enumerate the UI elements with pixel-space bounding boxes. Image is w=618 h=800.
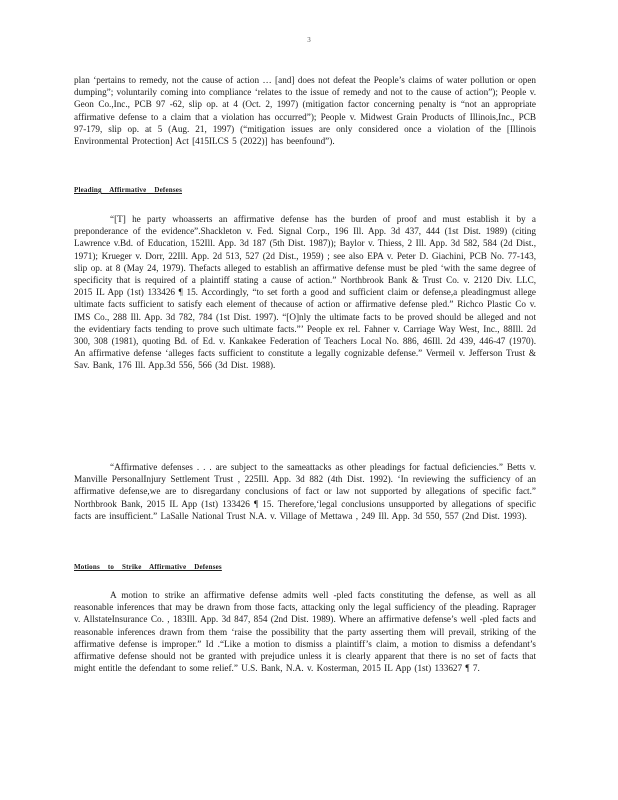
paragraph-motion-to-strike: A motion to strike an affirmative defense admits well -pled facts constituting the defense, as well as all reasonable inferences that may be drawn from those facts, attacking only the legal sufficiency of the pleading. Raprager v. AllstateInsurance Co. , 183Ill. App. 3d 847, 854 (2nd Dist. 1989). Where an affirmative defense’s well -pled facts and reasonable inferences drawn from them ‘raise the possibility that the party asserting them will prevail, striking of the affirmative defense is improper.” Id .“Like a motion to dismiss a plaintiff’s claim, a motion to dismiss a defendant’s affirmative defense should not be granted with prejudice unless it is clearly apparent that there is no set of facts that might entitle the defendant to some relief.” U.S. Bank, N.A. v. Kosterman, 2015 IL App (1st) 133627 ¶ 7.	[74, 590, 536, 674]
section-heading-pleading-affirmative-defenses: Pleading Affirmative Defenses	[74, 186, 183, 194]
page-number: 3	[307, 36, 311, 44]
section-heading-motions-to-strike: Motions to Strike Affirmative Defenses	[74, 563, 222, 571]
paragraph-penalty-mitigation: plan ‘pertains to remedy, not the cause of action … [and] does not defeat the People’s claims of water pollution or open dumping”; voluntarily coming into compliance ‘relates to the issue of remedy and not to the cause of action”); People v. Geon Co.,Inc., PCB 97 -62, slip op. at 4 (Oct. 2, 1997) (mitigation factor concerning penalty is “not an appropriate affirmative defense to a claim that a violation has occurred”); People v. Midwest Grain Products of Illinois,Inc., PCB 97-179, slip op. at 5 (Aug. 21, 1997) (“mitigation issues are only considered once a violation of the [Illinois Environmental Protection] Act [415ILCS 5 (2022)] has beenfound”).	[74, 75, 536, 147]
paragraph-factual-deficiencies: “Affirmative defenses . . . are subject to the sameattacks as other pleadings for factual deficiencies.” Betts v. Manville PersonalInjury Settlement Trust , 225Ill. App. 3d 882 (4th Dist. 1992). ‘In reviewing the sufficiency of an affirmative defense,we are to disregardany conclusions of fact or law not supported by allegations of specific fact.” Northbrook Bank, 2015 IL App (1st) 133426 ¶ 15. Therefore,‘legal conclusions unsupported by allegations of specific facts are insufficient.” LaSalle National Trust N.A. v. Village of Mettawa , 249 Ill. App. 3d 550, 557 (2nd Dist. 1993).	[74, 462, 536, 521]
paragraph-burden-of-proof: “[T] he party whoasserts an affirmative defense has the burden of proof and must establish it by a preponderance of the evidence”.Shackleton v. Fed. Signal Corp., 196 Ill. App. 3d 437, 444 (1st Dist. 1989) (citing Lawrence v.Bd. of Education, 152Ill. App. 3d 187 (5th Dist. 1987)); Baylor v. Thiess, 2 Ill. App. 3d 582, 584 (2d Dist., 1971); Krueger v. Dorr, 22Ill. App. 2d 513, 527 (2d Dist., 1959) ; see also EPA v. Peter D. Giachini, PCB No. 77-143, slip op. at 8 (May 24, 1979). Thefacts alleged to establish an affirmative defense must be pled ‘with the same degree of specificity that is required of a plaintiff stating a cause of action.” Northbrook Bank & Trust Co. v. 2120 Div. LLC, 2015 IL App (1st) 133426 ¶ 15. Accordingly, “to set forth a good and sufficient claim or defense,a pleadingmust allege ultimate facts sufficient to satisfy each element of thecause of action or affirmative defense pled.” Richco Plastic Co v. IMS Co., 288 Ill. App. 3d 782, 784 (1st Dist. 1997). “[O]nly the ultimate facts to be proved should be alleged and not the evidentiary facts tending to prove such ultimate facts.”’ People ex rel. Fahner v. Carriage Way West, Inc., 88Ill. 2d 300, 308 (1981), quoting Bd. of Ed. v. Kankakee Federation of Teachers Local No. 886, 46Ill. 2d 439, 446-47 (1970). An affirmative defense ‘alleges facts sufficient to constitute a legally cognizable defense.” Vermeil v. Jefferson Trust & Sav. Bank, 176 Ill. App.3d 556, 566 (3d Dist. 1988).	[74, 214, 536, 371]
